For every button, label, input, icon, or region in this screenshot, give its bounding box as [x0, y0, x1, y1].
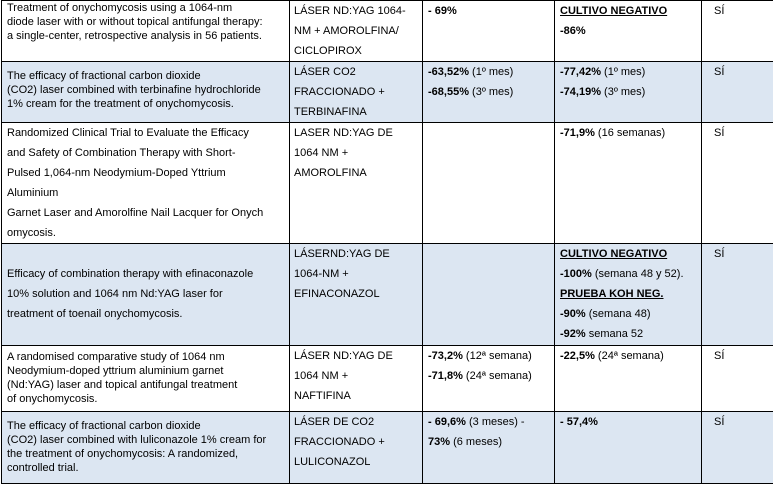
result-value: 73% — [428, 436, 450, 448]
table-row — [2, 244, 773, 346]
table-row — [2, 62, 773, 123]
study-title-line: The efficacy of fractional carbon dioxide — [7, 419, 285, 433]
study-title-line: Efficacy of combination therapy with efinaconazole — [7, 264, 285, 284]
conclusion-cell: SÍ — [702, 412, 773, 484]
results-table — [1, 0, 773, 484]
treatment-line: LÁSER CO2 — [294, 62, 418, 82]
treatment-line: LÁSER DE CO2 — [294, 412, 418, 432]
result-value: -86% — [560, 25, 586, 37]
result-value: -77,42% — [560, 66, 601, 78]
result-line — [560, 123, 697, 143]
result-value: - 69% — [428, 5, 457, 17]
study-title-cell — [2, 62, 290, 123]
treatment-line: AMOROLFINA — [294, 163, 418, 183]
mycological-result-cell — [555, 346, 702, 412]
result-value: - 69,6% — [428, 416, 466, 428]
conclusion-cell: SÍ — [702, 1, 773, 62]
result-note: (12ª semana) — [463, 350, 532, 362]
treatment-line: LÁSERND:YAG DE — [294, 244, 418, 264]
result-line — [560, 244, 697, 264]
result-line — [428, 412, 550, 432]
result-note: (1º mes) — [601, 66, 645, 78]
mycological-result-cell — [555, 123, 702, 244]
treatment-line: LÁSER ND:YAG 1064- — [294, 1, 418, 21]
result-note: semana 52 — [586, 328, 643, 340]
result-value: -73,2% — [428, 350, 463, 362]
mycological-result-cell — [555, 244, 702, 346]
table-row — [2, 346, 773, 412]
clinical-result-cell — [423, 1, 555, 62]
result-value: -100% — [560, 268, 592, 280]
study-title-line: Pulsed 1,064-nm Neodymium-Doped Yttrium — [7, 163, 285, 183]
result-value: PRUEBA KOH NEG. — [560, 288, 664, 300]
result-line — [560, 412, 697, 432]
study-title-cell — [2, 1, 290, 62]
treatment-line: NAFTIFINA — [294, 386, 418, 406]
study-title-line: Randomized Clinical Trial to Evaluate the Efficacy — [7, 123, 285, 143]
clinical-result-cell — [423, 62, 555, 123]
study-title-line: of onychomycosis. — [7, 392, 285, 406]
study-title-line: 1% cream for the treatment of onychomycosis. — [7, 97, 285, 111]
result-note: (6 meses) — [450, 436, 502, 448]
treatment-cell — [290, 244, 423, 346]
result-line — [428, 62, 550, 82]
treatment-line: 1064-NM + — [294, 264, 418, 284]
study-title-cell — [2, 412, 290, 484]
treatment-line: LÁSER ND:YAG DE — [294, 346, 418, 366]
result-value: - 57,4% — [560, 416, 598, 428]
result-line — [560, 1, 697, 21]
treatment-line: CICLOPIROX — [294, 41, 418, 61]
study-title-line: Treatment of onychomycosis using a 1064-nm — [7, 1, 285, 15]
result-value: -90% — [560, 308, 586, 320]
study-title-line: treatment of toenail onychomycosis. — [7, 304, 285, 324]
study-title-line: The efficacy of fractional carbon dioxide — [7, 69, 285, 83]
study-title-line: A randomised comparative study of 1064 nm — [7, 350, 285, 364]
treatment-line: LULICONAZOL — [294, 452, 418, 472]
treatment-cell — [290, 62, 423, 123]
result-line — [560, 346, 697, 366]
mycological-result-cell — [555, 62, 702, 123]
result-line — [560, 264, 697, 284]
table-row — [2, 123, 773, 244]
result-value: -71,8% — [428, 370, 463, 382]
study-title-line: and Safety of Combination Therapy with Short- — [7, 143, 285, 163]
result-note: (24ª semana) — [463, 370, 532, 382]
study-title-line: diode laser with or without topical antifungal therapy: — [7, 15, 285, 29]
result-line — [560, 82, 697, 102]
study-title-cell — [2, 346, 290, 412]
treatment-cell — [290, 412, 423, 484]
conclusion-cell: SÍ — [702, 346, 773, 412]
result-value: -92% — [560, 328, 586, 340]
study-title-line: Garnet Laser and Amorolfine Nail Lacquer for Onych — [7, 203, 285, 223]
study-title-line: (Nd:YAG) laser and topical antifungal treatment — [7, 378, 285, 392]
result-line — [560, 304, 697, 324]
result-value: -63,52% — [428, 66, 469, 78]
study-title-cell — [2, 244, 290, 346]
result-note: (3º mes) — [601, 86, 645, 98]
result-line — [560, 21, 697, 41]
mycological-result-cell — [555, 412, 702, 484]
clinical-result-cell — [423, 346, 555, 412]
result-value: -68,55% — [428, 86, 469, 98]
result-note: (1º mes) — [469, 66, 513, 78]
result-line — [428, 366, 550, 386]
treatment-cell — [290, 123, 423, 244]
result-value: -22,5% — [560, 350, 595, 362]
conclusion-cell: SÍ — [702, 62, 773, 123]
treatment-line: FRACCIONADO + — [294, 82, 418, 102]
result-line — [560, 284, 697, 304]
result-note: (16 semanas) — [595, 127, 665, 139]
treatment-line: TERBINAFINA — [294, 102, 418, 122]
result-line — [428, 1, 550, 21]
study-title-line: the treatment of onychomycosis: A randomized, — [7, 447, 285, 461]
treatment-line: EFINACONAZOL — [294, 284, 418, 304]
result-line — [560, 62, 697, 82]
result-note: (24ª semana) — [595, 350, 664, 362]
result-value: -74,19% — [560, 86, 601, 98]
result-value: CULTIVO NEGATIVO — [560, 248, 667, 260]
clinical-result-cell — [423, 244, 555, 346]
result-value: -71,9% — [560, 127, 595, 139]
study-title-line: omycosis. — [7, 223, 285, 243]
study-title-line: (CO2) laser combined with luliconazole 1% cream for — [7, 433, 285, 447]
result-line — [428, 432, 550, 452]
study-title-line: Neodymium-doped yttrium aluminium garnet — [7, 364, 285, 378]
study-title-cell — [2, 123, 290, 244]
treatment-line: 1064 NM + — [294, 143, 418, 163]
treatment-line: 1064 NM + — [294, 366, 418, 386]
study-title-line: a single-center, retrospective analysis in 56 patients. — [7, 29, 285, 43]
study-title-line: controlled trial. — [7, 461, 285, 475]
result-line — [428, 82, 550, 102]
table-row — [2, 1, 773, 62]
treatment-cell — [290, 346, 423, 412]
treatment-line: NM + AMOROLFINA/ — [294, 21, 418, 41]
study-title-line: Aluminium — [7, 183, 285, 203]
result-note: (semana 48) — [586, 308, 651, 320]
result-value: CULTIVO NEGATIVO — [560, 5, 667, 17]
clinical-result-cell — [423, 123, 555, 244]
clinical-result-cell — [423, 412, 555, 484]
conclusion-cell: SÍ — [702, 244, 773, 346]
mycological-result-cell — [555, 1, 702, 62]
result-note: (3º mes) — [469, 86, 513, 98]
result-line — [560, 324, 697, 344]
conclusion-cell: SÍ — [702, 123, 773, 244]
result-note: (semana 48 y 52). — [592, 268, 684, 280]
result-line — [428, 346, 550, 366]
study-title-line: 10% solution and 1064 nm Nd:YAG laser for — [7, 284, 285, 304]
treatment-line: LASER ND:YAG DE — [294, 123, 418, 143]
study-title-line: (CO2) laser combined with terbinafine hydrochloride — [7, 83, 285, 97]
result-note: (3 meses) - — [466, 416, 525, 428]
treatment-line: FRACCIONADO + — [294, 432, 418, 452]
treatment-cell — [290, 1, 423, 62]
table-row — [2, 412, 773, 484]
